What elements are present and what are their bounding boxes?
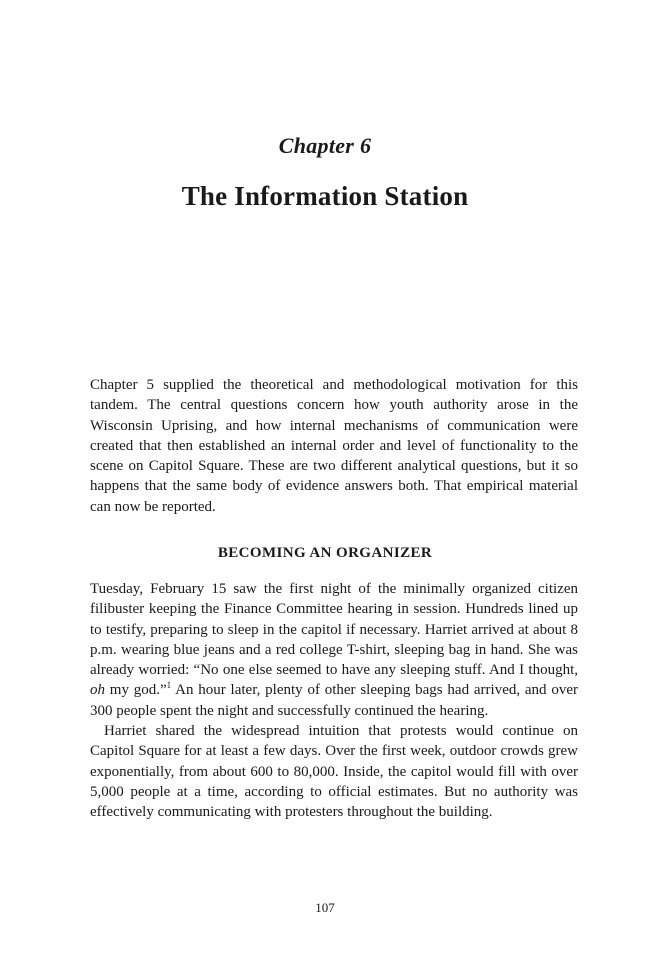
- intro-paragraph: Chapter 5 supplied the theoretical and methodological motivation for this tandem. The central questions concern how youth authority arose in the Wisconsin Uprising, and how internal mechanisms of communication were created that then established an internal order and level of functionality to the scene on Capitol Square. These are two different analytical questions, but it so happens that the same body of evidence answers both. That empirical material can now be reported.: [90, 377, 578, 515]
- italic-emphasis: oh: [90, 682, 105, 699]
- footnote-marker[interactable]: 1: [166, 680, 172, 691]
- paragraph-text: my god.”: [105, 682, 167, 699]
- section-paragraph-2: Harriet shared the widespread intuition that protests would continue on Capitol Square for at least a few days. Over the first week, outdoor crowds grew exponentially, from about 600 to 80,000. Inside, the capitol would fill with over 5,000 people at a time, according to official estimates. But no authority was effectively communicating with protesters throughout the building.: [90, 723, 578, 821]
- chapter-title: The Information Station: [181, 181, 469, 211]
- chapter-label: Chapter 6: [278, 133, 372, 158]
- section-paragraph-1: [90, 579, 578, 721]
- paragraph-text: Tuesday, February 15 saw the first night of the minimally organized citizen filibuster keeping the Finance Committee hearing in session. Hundreds lined up to testify, preparing to sleep in the capitol if necessary. Harriet arrived at about 8 p.m. wearing blue jeans and a red college T-shirt, sleeping bag in hand. She was already worried: “No one else seemed to have any sleeping stuff. And I thought,: [90, 581, 578, 679]
- section-body: [90, 579, 578, 823]
- paragraph-text: An hour later, plenty of other sleeping bags had arrived, and over 300 people spent the night and successfully continued the hearing.: [90, 682, 578, 719]
- page-number: 107: [315, 900, 335, 915]
- section-heading: BECOMING AN ORGANIZER: [217, 545, 433, 561]
- intro-paragraph-block: [90, 375, 578, 517]
